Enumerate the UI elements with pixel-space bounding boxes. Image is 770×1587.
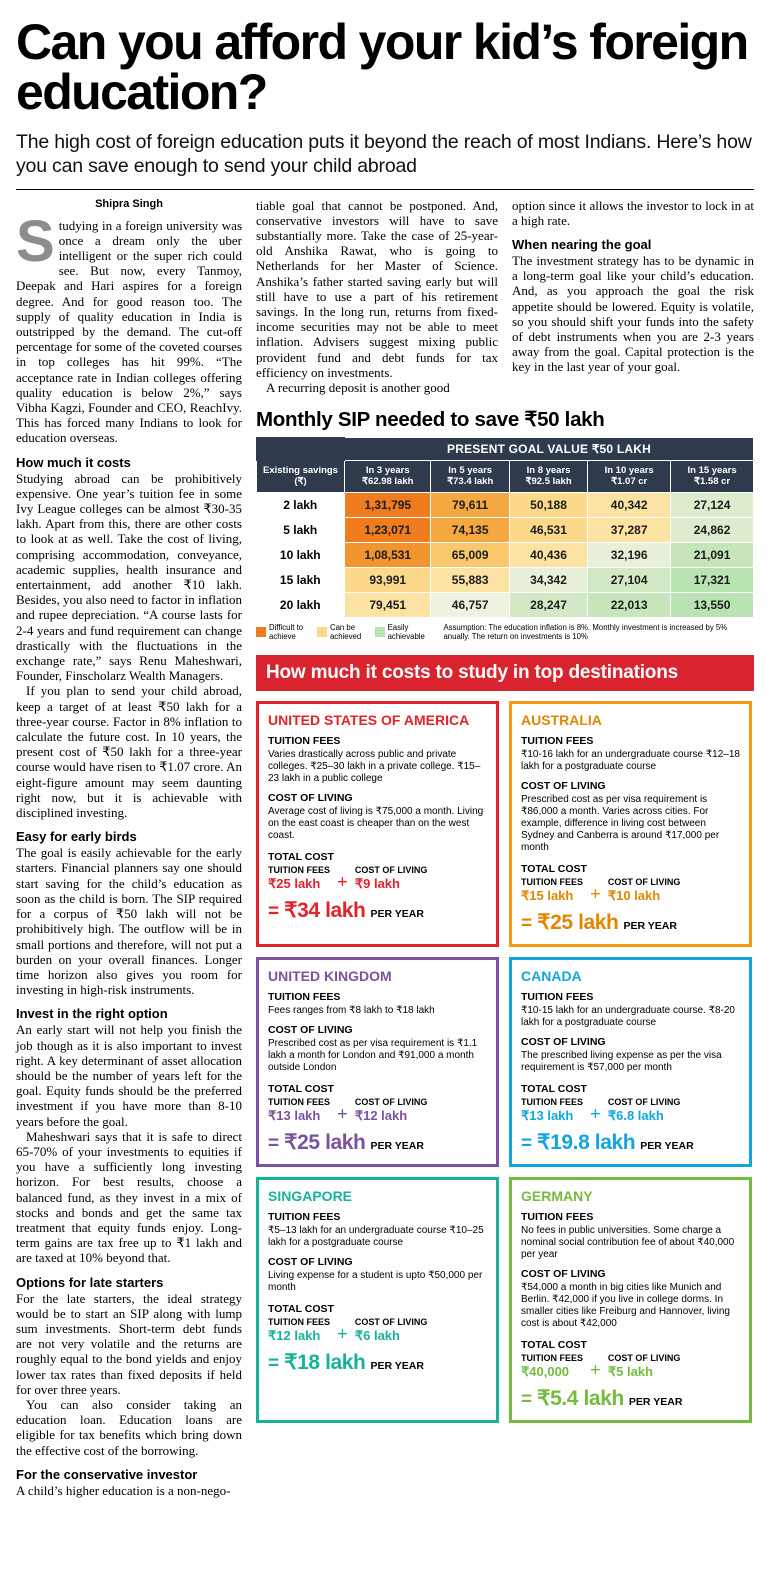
sip-cell: 40,342 (588, 492, 671, 517)
sip-cell: 65,009 (431, 542, 509, 567)
sip-cell: 22,013 (588, 592, 671, 617)
equals-icon: = (521, 1389, 533, 1411)
per-year-label: PER YEAR (623, 920, 677, 933)
sip-legend (256, 623, 754, 642)
totals-row (521, 877, 740, 905)
total-living-cell (608, 877, 681, 905)
tuition-text: Varies drastically across public and private colleges. ₹25–30 lakh in a private college. ₹15–23 lakh in a public college (268, 749, 481, 785)
sip-cell: 46,757 (431, 592, 509, 617)
legend-item-canbe (317, 623, 369, 642)
destination-card-germany (509, 1177, 752, 1423)
sip-row-label: 10 lakh (257, 542, 345, 567)
total-tuition-caption: TUITION FEES (521, 1353, 584, 1364)
article-column-3 (512, 198, 754, 396)
total-sum-row (268, 1130, 487, 1155)
sip-cell: 37,287 (588, 517, 671, 542)
total-living-caption: COST OF LIVING (607, 1097, 681, 1108)
total-cost-label: TOTAL COST (268, 851, 334, 864)
totals-block (521, 1339, 740, 1411)
article-columns-2-3 (256, 198, 754, 396)
total-value: ₹25 lakh (537, 911, 619, 935)
legend-label: Difficult to achieve (269, 622, 304, 641)
paragraph: A recurring deposit is another good (266, 380, 450, 395)
paragraph: option since it allows the investor to lock in at a high rate. (512, 197, 754, 228)
total-value: ₹5.4 lakh (537, 1387, 624, 1411)
total-sum-row (268, 1350, 487, 1375)
total-tuition-cell (521, 1097, 583, 1125)
total-sum-row (268, 898, 487, 923)
sip-cell: 55,883 (431, 567, 509, 592)
legend-swatch-icon (256, 627, 266, 637)
total-value: ₹25 lakh (284, 1131, 366, 1155)
total-living-value: ₹12 lakh (354, 1108, 408, 1124)
destination-card-usa (256, 701, 499, 947)
sip-cell: 93,991 (345, 567, 431, 592)
per-year-label: PER YEAR (370, 908, 424, 921)
sip-table-block (256, 407, 754, 642)
legend-item-easily (375, 623, 428, 642)
totals-block (521, 863, 740, 935)
paragraph: An early start will not help you finish the job though as it is also important to invest right. A key determinant of asset allocation should be the number of years left for the goal. Equity funds should be the preferred investment if you have more than 8-10 years before the goal. (16, 1022, 242, 1129)
sip-header-10y-value: ₹1.07 cr (611, 476, 648, 488)
totals-row (268, 1317, 487, 1345)
total-cost-label: TOTAL COST (521, 1083, 587, 1096)
table-row (257, 542, 754, 567)
per-year-label: PER YEAR (628, 1396, 683, 1409)
sip-header-savings: Existing savings (₹) (257, 461, 345, 492)
sip-table-title: Monthly SIP needed to save ₹50 lakh (256, 408, 605, 432)
destination-cards (256, 701, 754, 1423)
destination-card-uk (256, 957, 499, 1167)
sip-cell: 1,08,531 (345, 542, 431, 567)
total-living-caption: COST OF LIVING (354, 1097, 428, 1108)
total-tuition-value: ₹13 lakh (268, 1108, 321, 1124)
total-living-value: ₹5 lakh (607, 1364, 653, 1380)
total-living-cell (608, 1353, 681, 1381)
per-year-label: PER YEAR (370, 1360, 424, 1373)
per-year-label: PER YEAR (370, 1140, 424, 1153)
table-row (257, 592, 754, 617)
sip-cell: 46,531 (509, 517, 587, 542)
total-value: ₹19.8 lakh (537, 1131, 636, 1155)
totals-row (521, 1097, 740, 1125)
paragraph: tiable goal that cannot be postponed. And, conservative investors will have to save substantially more. Take the case of 25-year-old Anshika Rawat, who is going to Netherlands for her Master of Science. Anshika’s father started saving early but will still have to use a part of his retirement savings. In the long run, returns from fixed-income securities may not be able to meet inflation. Advisers suggest mixing public provident fund and debt funds for tax efficiency on investments. (256, 197, 498, 380)
total-living-cell (608, 1097, 681, 1125)
sip-cell: 1,23,071 (345, 517, 431, 542)
sip-table-banner-row (257, 438, 754, 461)
sip-header-5y (431, 461, 509, 492)
sip-cell: 50,188 (509, 492, 587, 517)
total-living-caption: COST OF LIVING (354, 865, 428, 876)
living-text: Average cost of living is ₹75,000 a month. Living on the east coast is cheaper than on the west coast. (268, 806, 484, 842)
sip-cell: 17,321 (671, 567, 754, 592)
sip-header-10y-label: In 10 years (604, 465, 654, 477)
totals-row (268, 1097, 487, 1125)
totals-block (268, 1303, 487, 1375)
destination-name: UNITED STATES OF AMERICA (268, 712, 470, 729)
total-cost-label: TOTAL COST (268, 1083, 334, 1096)
total-tuition-cell (268, 1097, 330, 1125)
total-living-value: ₹6.8 lakh (607, 1108, 664, 1124)
totals-block (268, 1083, 487, 1155)
sip-header-15y-value: ₹1.58 cr (693, 476, 731, 488)
destination-name: SINGAPORE (268, 1188, 353, 1205)
total-living-cell (355, 1317, 428, 1345)
sip-cell: 24,862 (671, 517, 754, 542)
living-text: ₹54,000 a month in big cities like Munich and Berlin. ₹42,000 if you live in college dorms. In smaller cities like Freiburg and Hannover, living cost is about ₹42,000 (521, 1282, 730, 1330)
total-tuition-cell (268, 865, 330, 893)
sip-cell: 32,196 (588, 542, 671, 567)
lead-paragraph: Studying in a foreign university was once a dream only the uber intelligent or the super rich could see. But now, every Tanmoy, Deepak and Hari aspires for a foreign degree. And for good reason too. The supply of quality education in India is outstripped by the demand. The cut-off percentage for some of the coveted courses in top colleges has hit 99%. “The acceptance rate in Indian colleges offering quality education is below 2%,” says Vibha Kagzi, Founder and CEO, ReachIvy. This has forced many Indians to look for education overseas. (16, 208, 242, 446)
total-tuition-value: ₹25 lakh (268, 876, 321, 892)
living-label: COST OF LIVING (268, 1024, 353, 1037)
total-sum-row (521, 910, 740, 935)
table-row (257, 492, 754, 517)
legend-swatch-icon (317, 627, 327, 637)
sip-header-15y (671, 461, 754, 492)
paragraph: Studying abroad can be prohibitively expensive. One year’s tuition fee in some Ivy League colleges can be almost ₹30-35 lakh. Apart from this, there are other costs to look at as well. Take the cost of living, comprising accommodation, conveyance, academic supplies, health insurance and entertainment, add another ₹10 lakh. Besides, you also need to factor in inflation and rupee depreciation. “A course lasts for 2-4 years and fund requirement can change drastically with the fluctuations in the exchange rate,” says Renu Maheshwari, Founder, Finscholarz Wealth Managers. (16, 470, 243, 684)
sip-cell: 27,124 (671, 492, 754, 517)
living-label: COST OF LIVING (268, 1256, 353, 1269)
total-tuition-caption: TUITION FEES (268, 865, 331, 876)
living-text: Prescribed cost as per visa requirement is ₹86,000 a month. Varies across cities. For example, difference in living cost between Sydney and Canberra is around ₹17,000 per month (521, 794, 720, 854)
tuition-text: ₹10-16 lakh for an undergraduate course ₹12–18 lakh for a postgraduate course (521, 749, 740, 773)
total-tuition-value: ₹15 lakh (521, 888, 574, 904)
section-heading-options-for-late-starters: Options for late starters (16, 1274, 164, 1290)
living-label: COST OF LIVING (268, 792, 353, 805)
plus-icon: + (590, 1360, 601, 1382)
destination-card-australia (509, 701, 752, 947)
equals-icon: = (268, 901, 280, 923)
paragraph: Maheshwari says that it is safe to direct 65-70% of your investments to equities if you have a sufficiently long investing horizon. For best results, choose a balanced fund, as they invest in a mix of stocks and bonds and get the same tax treatment that equity funds enjoy. Long-term gains are tax free up to ₹1 lakh and are taxed at 10% beyond that. (16, 1128, 242, 1266)
tuition-text: ₹10-15 lakh for an undergraduate course. ₹8-20 lakh for a postgraduate course (521, 1005, 735, 1029)
section-heading-invest-in-the-right-option: Invest in the right option (16, 1006, 168, 1022)
totals-block (521, 1083, 740, 1155)
table-row (257, 567, 754, 592)
byline: Shipra Singh (95, 197, 163, 210)
destination-name: UNITED KINGDOM (268, 968, 392, 985)
plus-icon: + (337, 1104, 348, 1126)
living-label: COST OF LIVING (521, 780, 606, 793)
total-cost-label: TOTAL COST (521, 1339, 587, 1352)
sip-cell: 21,091 (671, 542, 754, 567)
paragraph: The goal is easily achievable for the early starters. Financial planners say one should start saving for the child’s education as soon as the child is born. The SIP required for a corpus of ₹50 lakh will not be prohibitively high. The outflow will be in small portions and therefore, will not put a burden on your overall finances. Longer time horizon also gives you room for investing in high-risk instruments. (16, 845, 242, 998)
living-text: The prescribed living expense as per the visa requirement is ₹57,000 per month (521, 1050, 722, 1074)
plus-icon: + (590, 884, 601, 906)
legend-swatch-icon (375, 627, 385, 637)
section-heading-easy-for-early-birds: Easy for early birds (16, 829, 137, 845)
totals-row (268, 865, 487, 893)
page-title: Can you afford your kid’s foreign education? (16, 14, 748, 120)
sip-cell: 1,31,795 (345, 492, 431, 517)
sip-cell: 79,611 (431, 492, 509, 517)
destination-name: GERMANY (521, 1188, 593, 1205)
sip-cell: 28,247 (509, 592, 587, 617)
total-value: ₹34 lakh (284, 899, 366, 923)
legend-item-difficult (256, 623, 311, 642)
tuition-text: ₹5–13 lakh for an undergraduate course ₹10–25 lakh for a postgraduate course (268, 1225, 484, 1249)
section-heading-how-much-it-costs: How much it costs (16, 454, 131, 470)
total-cost-label: TOTAL COST (521, 863, 587, 876)
sip-header-5y-label: In 5 years (448, 465, 493, 477)
sip-header-3y (345, 461, 431, 492)
equals-icon: = (521, 913, 533, 935)
sip-cell: 74,135 (431, 517, 509, 542)
total-tuition-caption: TUITION FEES (268, 1317, 331, 1328)
sip-header-15y-label: In 15 years (687, 465, 737, 477)
sip-banner-label: PRESENT GOAL VALUE ₹50 LAKH (345, 438, 754, 461)
sip-cell: 34,342 (509, 567, 587, 592)
total-sum-row (521, 1130, 740, 1155)
sip-row-label: 5 lakh (257, 517, 345, 542)
equals-icon: = (268, 1353, 280, 1375)
section-heading-for-the-conservative-investor: For the conservative investor (16, 1466, 198, 1482)
paragraph: If you plan to send your child abroad, keep a target of at least ₹50 lakh for a three-year course. Factor in 8% inflation to calculate the future cost. In 10 years, the present cost of ₹50 lakh for a three-year course would have risen to ₹1.07 crore. An eight-figure amount may seem daunting right now, but it is achievable with disciplined investing. (16, 683, 242, 821)
paragraph: You can also consider taking an education loan. Education loans are eligible for tax benefits which bring down the effective cost of the borrowing. (16, 1396, 242, 1458)
sip-cell: 13,550 (671, 592, 754, 617)
tuition-label: TUITION FEES (521, 735, 594, 748)
header-divider (16, 189, 754, 190)
plus-icon: + (590, 1104, 601, 1126)
legend-label: Easily achievable (387, 622, 425, 641)
total-tuition-caption: TUITION FEES (268, 1097, 331, 1108)
article-column-1 (16, 198, 242, 1498)
destination-card-singapore (256, 1177, 499, 1423)
sip-table-header-row (257, 461, 754, 492)
article-right-block (256, 198, 754, 1498)
tuition-label: TUITION FEES (268, 1211, 341, 1224)
living-label: COST OF LIVING (521, 1036, 606, 1049)
total-tuition-cell (268, 1317, 330, 1345)
legend-label: Can be achieved (329, 622, 362, 641)
total-tuition-caption: TUITION FEES (521, 877, 584, 888)
sip-row-label: 2 lakh (257, 492, 345, 517)
per-year-label: PER YEAR (640, 1140, 694, 1153)
totals-block (268, 851, 487, 923)
destinations-banner: How much it costs to study in top destinations (256, 655, 754, 691)
destination-name: CANADA (521, 968, 582, 985)
paragraph: A child’s higher education is a non-nego- (16, 1482, 231, 1498)
total-living-cell (355, 1097, 428, 1125)
page-subtitle: The high cost of foreign education puts it beyond the reach of most Indians. Here’s how you can save enough to send your child abroad (16, 131, 752, 177)
destination-card-canada (509, 957, 752, 1167)
total-tuition-value: ₹12 lakh (268, 1328, 321, 1344)
total-value: ₹18 lakh (284, 1351, 366, 1375)
total-cost-label: TOTAL COST (268, 1303, 334, 1316)
living-label: COST OF LIVING (521, 1268, 606, 1281)
tuition-text: No fees in public universities. Some charge a nominal social contribution fee of about ₹40,000 per year (521, 1225, 735, 1261)
plus-icon: + (337, 1324, 348, 1346)
tuition-text: Fees ranges from ₹8 lakh to ₹18 lakh (268, 1005, 435, 1017)
total-tuition-cell (521, 877, 583, 905)
total-living-caption: COST OF LIVING (607, 877, 681, 888)
total-living-value: ₹10 lakh (607, 888, 661, 904)
tuition-label: TUITION FEES (268, 991, 341, 1004)
tuition-label: TUITION FEES (521, 1211, 594, 1224)
table-row (257, 517, 754, 542)
sip-banner-spacer (257, 438, 345, 461)
article-columns (16, 198, 754, 1498)
total-sum-row (521, 1386, 740, 1411)
paragraph: The investment strategy has to be dynamic in a long-term goal like your child’s education. And, as you approach the goal the risk appetite should be lowered. Equity is volatile, so you should shift your funds into the safety of debt instruments when you are 2-3 years away from the goal. Capital protection is the key in the last year of your goal. (512, 252, 754, 375)
article-column-2 (256, 198, 498, 396)
total-living-caption: COST OF LIVING (354, 1317, 428, 1328)
tuition-label: TUITION FEES (521, 991, 594, 1004)
plus-icon: + (337, 872, 348, 894)
sip-cell: 40,436 (509, 542, 587, 567)
equals-icon: = (268, 1133, 280, 1155)
tuition-label: TUITION FEES (268, 735, 341, 748)
paragraph: For the late starters, the ideal strategy would be to start an SIP along with lump sum investments. Short-term debt funds are not very volatile and the returns are roughly equal to the bond yields and enjoy lower tax rates than fixed deposits if held for over three years. (16, 1290, 242, 1397)
sip-row-label: 20 lakh (257, 592, 345, 617)
destination-name: AUSTRALIA (521, 712, 602, 729)
sip-cell: 27,104 (588, 567, 671, 592)
total-tuition-value: ₹13 lakh (521, 1108, 574, 1124)
sip-cell: 79,451 (345, 592, 431, 617)
section-heading-when-nearing-the-goal: When nearing the goal (512, 236, 652, 252)
sip-header-10y (588, 461, 671, 492)
sip-header-5y-value: ₹73.4 lakh (447, 476, 494, 488)
total-tuition-value: ₹40,000 (521, 1364, 570, 1380)
equals-icon: = (521, 1133, 533, 1155)
living-text: Living expense for a student is upto ₹50,000 per month (268, 1270, 483, 1294)
total-living-cell (355, 865, 428, 893)
sip-row-label: 15 lakh (257, 567, 345, 592)
sip-assumption-note: Assumption: The education inflation is 8%. Monthly investment is increased by 5% anually. The return on investments is 10% (443, 622, 728, 642)
totals-row (521, 1353, 740, 1381)
sip-header-8y (509, 461, 587, 492)
sip-header-8y-label: In 8 years (526, 465, 571, 477)
living-text: Prescribed cost as per visa requirement is ₹1.1 lakh a month for London and ₹91,000 a month outside London (268, 1038, 478, 1074)
total-living-caption: COST OF LIVING (607, 1353, 681, 1364)
total-tuition-cell (521, 1353, 583, 1381)
total-living-value: ₹6 lakh (354, 1328, 400, 1344)
total-tuition-caption: TUITION FEES (521, 1097, 584, 1108)
sip-header-8y-value: ₹92.5 lakh (525, 476, 572, 488)
total-living-value: ₹9 lakh (354, 876, 400, 892)
sip-header-3y-value: ₹62.98 lakh (362, 476, 414, 488)
sip-table (256, 437, 754, 617)
sip-header-3y-label: In 3 years (365, 465, 410, 477)
